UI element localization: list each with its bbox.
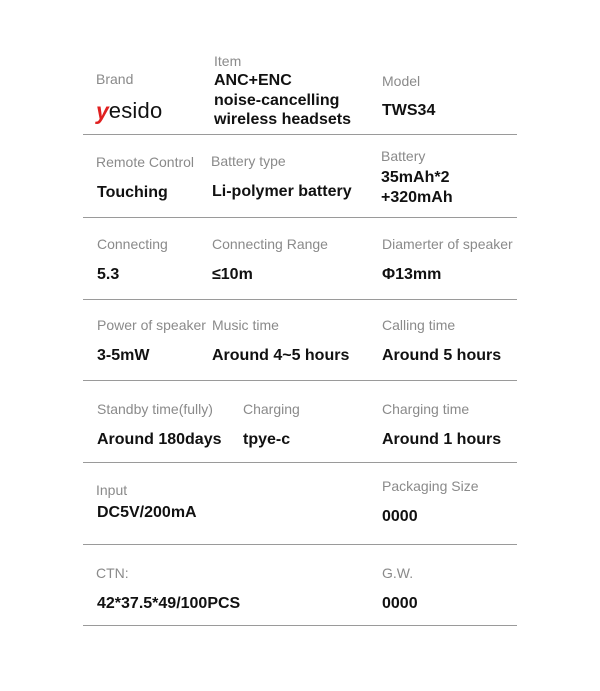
model-label: Model (382, 73, 421, 89)
connecting-value: 5.3 (97, 266, 120, 283)
charging-label: Charging (243, 401, 300, 417)
music-time-label: Music time (212, 317, 279, 333)
row-divider (83, 544, 517, 545)
row-divider (83, 625, 517, 626)
battery-label: Battery (381, 148, 426, 164)
standby-time-label: Standby time(fully) (97, 401, 213, 417)
speaker-power-label: Power of speaker (97, 317, 206, 333)
connecting-range-value: ≤10m (212, 266, 253, 283)
speaker-power-value: 3-5mW (97, 347, 150, 364)
item-label: Item (214, 53, 242, 69)
brand-logo-mark: y (96, 98, 109, 124)
charging-time-value: Around 1 hours (382, 431, 502, 448)
charging-value: tpye-c (243, 431, 291, 448)
remote-control-label: Remote Control (96, 154, 195, 170)
row-divider (83, 217, 517, 218)
ctn-value: 42*37.5*49/100PCS (97, 595, 241, 612)
input-label: Input (96, 482, 128, 498)
packaging-size-value: 0000 (382, 508, 418, 525)
connecting-label: Connecting (97, 236, 168, 252)
item-value-line2: noise-cancelling (214, 92, 340, 109)
item-value-line1: ANC+ENC (214, 72, 292, 89)
model-value: TWS34 (382, 102, 436, 119)
brand-logo (96, 99, 162, 123)
charging-time-label: Charging time (382, 401, 470, 417)
standby-time-value: Around 180days (97, 431, 222, 448)
battery-type-value: Li-polymer battery (212, 183, 352, 200)
row-divider (83, 134, 517, 135)
remote-control-value: Touching (97, 184, 168, 201)
row-divider (83, 462, 517, 463)
input-value: DC5V/200mA (97, 504, 197, 521)
row-divider (83, 299, 517, 300)
gross-weight-value: 0000 (382, 595, 418, 612)
calling-time-label: Calling time (382, 317, 456, 333)
row-divider (83, 380, 517, 381)
speaker-diameter-value: Φ13mm (382, 266, 442, 283)
item-value-line3: wireless headsets (214, 111, 351, 128)
calling-time-value: Around 5 hours (382, 347, 502, 364)
gross-weight-label: G.W. (382, 565, 414, 581)
brand-label: Brand (96, 71, 134, 87)
brand-logo-text: esido (108, 98, 163, 123)
connecting-range-label: Connecting Range (212, 236, 328, 252)
music-time-value: Around 4~5 hours (212, 347, 350, 364)
speaker-diameter-label: Diamerter of speaker (382, 236, 513, 252)
packaging-size-label: Packaging Size (382, 478, 479, 494)
battery-value-line1: 35mAh*2 (381, 169, 450, 186)
battery-type-label: Battery type (211, 153, 286, 169)
ctn-label: CTN: (96, 565, 129, 581)
battery-value-line2: +320mAh (381, 189, 453, 206)
